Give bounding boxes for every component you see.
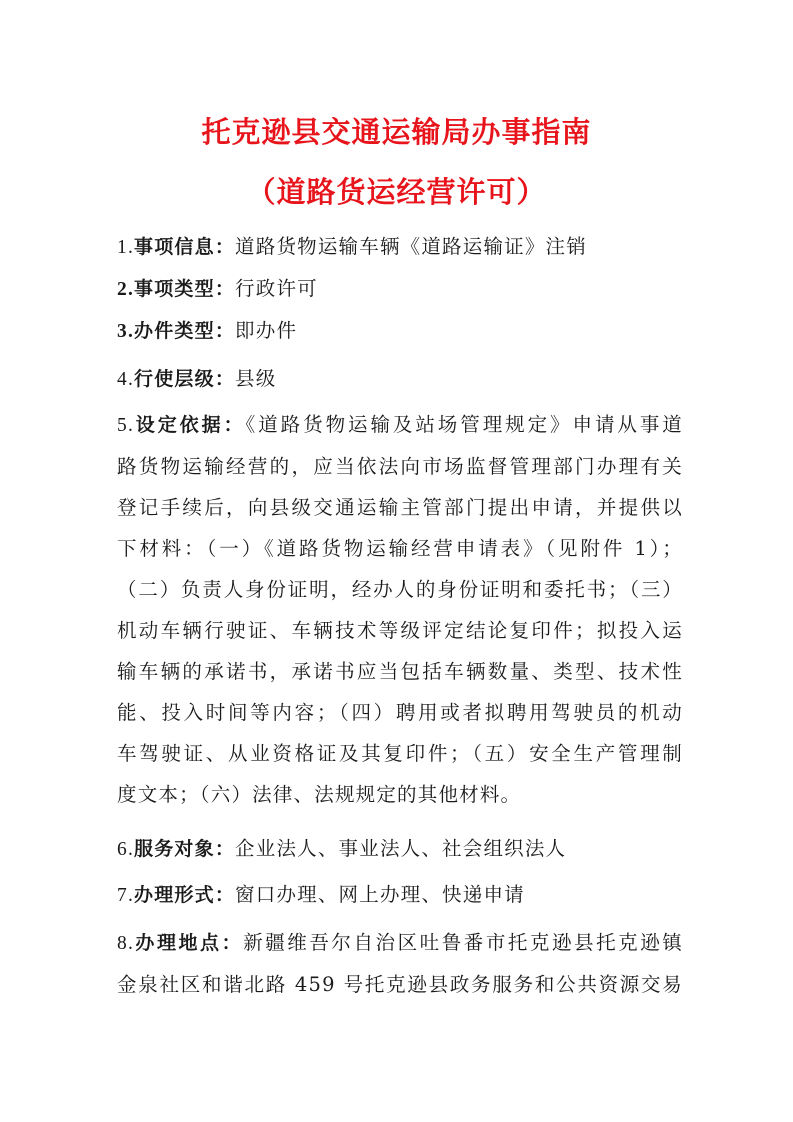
item-service-object [117, 828, 683, 870]
item-case-type [117, 310, 683, 352]
item-value: 企业法人、事业法人、社会组织法人 [235, 837, 567, 860]
document-subtitle: （道路货运经营许可） [246, 175, 547, 209]
item-label: 事项信息： [134, 236, 236, 258]
item-legal-basis [117, 404, 683, 815]
item-value: 县级 [235, 367, 277, 390]
item-label: 设定依据： [134, 414, 246, 436]
item-label: 办理形式： [134, 884, 236, 906]
item-value: 行政许可 [235, 277, 318, 300]
basis-line: 下材料：（一）《道路货物运输经营申请表》（见附件 1）； [117, 537, 683, 560]
document-title: 托克逊县交通运输局办事指南 [201, 115, 592, 149]
item-value: 即办件 [235, 319, 298, 342]
item-label: 事项类型： [134, 278, 236, 300]
item-number: 1. [117, 237, 135, 258]
item-label: 行使层级： [134, 368, 236, 390]
basis-line: 机动车辆行驶证、车辆技术等级评定结论复印件；拟投入运 [117, 619, 683, 642]
item-value: 道路货物运输车辆《道路运输证》注销 [235, 235, 587, 258]
item-number: 6. [117, 839, 135, 860]
item-number: 8. [117, 933, 135, 954]
item-number: 5. [117, 415, 135, 436]
item-exercise-level [117, 358, 683, 400]
item-label: 办理地点： [134, 932, 244, 954]
location-line: 金泉社区和谐北路 459 号托克逊县政务服务和公共资源交易 [117, 973, 683, 996]
item-handling-form [117, 874, 683, 916]
item-label: 服务对象： [134, 838, 236, 860]
location-line: 新疆维吾尔自治区吐鲁番市托克逊县托克逊镇 [243, 931, 683, 954]
item-number: 2. [117, 279, 135, 300]
item-label: 办件类型： [134, 320, 236, 342]
item-number: 7. [117, 885, 135, 906]
item-matter-type [117, 268, 683, 310]
basis-line: 度文本；（六）法律、法规规定的其他材料。 [117, 783, 522, 806]
basis-line: （二）负责人身份证明，经办人的身份证明和委托书；（三） [117, 578, 683, 601]
basis-line: 登记手续后，向县级交通运输主管部门提出申请，并提供以 [117, 496, 683, 519]
basis-line: 输车辆的承诺书，承诺书应当包括车辆数量、类型、技术性 [117, 660, 683, 683]
item-handling-location [117, 922, 683, 1005]
basis-line: 车驾驶证、从业资格证及其复印件；（五）安全生产管理制 [117, 742, 683, 765]
item-value: 窗口办理、网上办理、快递申请 [235, 883, 525, 906]
item-number: 4. [117, 369, 135, 390]
basis-line: 路货物运输经营的，应当依法向市场监督管理部门办理有关 [117, 455, 683, 478]
basis-line: 能、投入时间等内容；（四）聘用或者拟聘用驾驶员的机动 [117, 701, 683, 724]
item-matter-info [117, 226, 683, 268]
basis-line: 《道路货物运输及站场管理规定》申请从事道 [245, 413, 683, 436]
item-number: 3. [117, 321, 135, 342]
